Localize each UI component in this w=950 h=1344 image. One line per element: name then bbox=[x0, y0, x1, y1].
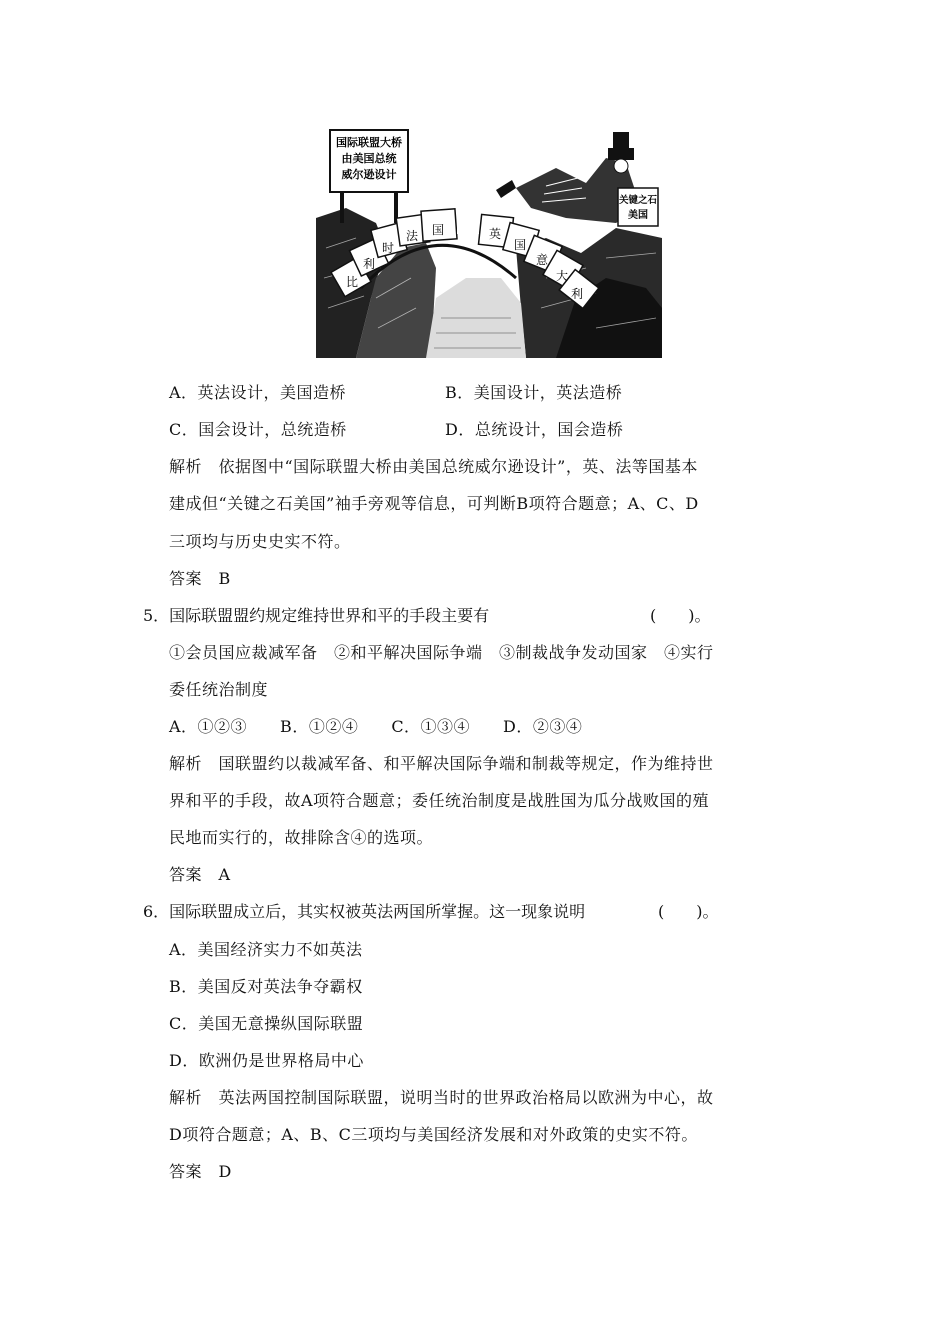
q6-option-d: D．欧洲仍是世界格局中心 bbox=[169, 1051, 364, 1070]
q5-analysis-line-1: 解析 国联盟约以裁减军备、和平解决国际争端和制裁等规定，作为维持世 bbox=[169, 754, 714, 773]
stone-right-2: 国 bbox=[514, 238, 527, 252]
q4-option-a: A．英法设计，美国造桥 bbox=[169, 383, 347, 402]
q6-option-c: C．美国无意操纵国际联盟 bbox=[169, 1014, 364, 1033]
q5-items-line-2: 委任统治制度 bbox=[169, 680, 269, 699]
q6-option-b: B．美国反对英法争夺霸权 bbox=[169, 977, 363, 996]
sign-line-2: 由美国总统 bbox=[341, 152, 397, 165]
q5-answer: 答案 A bbox=[169, 865, 231, 884]
stone-right-4: 大 bbox=[556, 269, 569, 283]
q5-items-line-1: ①会员国应裁减军备 ②和平解决国际争端 ③制裁战争发动国家 ④实行 bbox=[169, 643, 714, 662]
league-bridge-cartoon bbox=[316, 128, 662, 358]
q6-answer: 答案 D bbox=[169, 1162, 232, 1181]
q5-analysis-line-2: 界和平的手段，故A项符合题意；委任统治制度是战胜国为瓜分战败国的殖 bbox=[169, 791, 710, 810]
stone-left-2: 利 bbox=[363, 257, 376, 271]
q6-option-a: A．美国经济实力不如英法 bbox=[169, 940, 363, 959]
stone-left-5: 国 bbox=[432, 223, 445, 237]
q4-analysis-line-2: 建成但“关键之石美国”袖手旁观等信息，可判断B项符合题意；A、C、D bbox=[169, 494, 699, 513]
q6-analysis-line-2: D项符合题意；A、B、C三项均与美国经济发展和对外政策的史实不符。 bbox=[169, 1125, 698, 1144]
q4-answer: 答案 B bbox=[169, 569, 231, 588]
q5-analysis-line-3: 民地而实行的，故排除含④的选项。 bbox=[169, 828, 434, 847]
q6-analysis-line-1: 解析 英法两国控制国际联盟，说明当时的世界政治格局以欧洲为中心，故 bbox=[169, 1088, 714, 1107]
keystone-line-1: 关键之石 bbox=[618, 195, 658, 206]
stone-left-1: 比 bbox=[346, 275, 359, 289]
stone-left-4: 法 bbox=[406, 229, 419, 243]
stone-right-1: 英 bbox=[489, 227, 502, 241]
stone-right-3: 意 bbox=[536, 253, 549, 267]
stone-left-3: 时 bbox=[382, 241, 395, 255]
q5-answer-paren: ( )。 bbox=[650, 606, 711, 625]
q5-stem: 5．国际联盟盟约规定维持世界和平的手段主要有 bbox=[143, 606, 490, 625]
q4-option-d: D．总统设计，国会造桥 bbox=[445, 420, 624, 439]
stone-right-5: 利 bbox=[571, 287, 584, 301]
keystone-line-2: 美国 bbox=[628, 210, 648, 221]
q5-options: A．①②③ B．①②④ C．①③④ D．②③④ bbox=[169, 717, 583, 736]
q4-option-b: B．美国设计，英法造桥 bbox=[445, 383, 623, 402]
sign-line-1: 国际联盟大桥 bbox=[336, 136, 402, 149]
q4-analysis-line-3: 三项均与历史史实不符。 bbox=[169, 532, 351, 551]
q6-answer-paren: ( )。 bbox=[658, 902, 719, 921]
q6-stem: 6．国际联盟成立后，其实权被英法两国所掌握。这一现象说明 bbox=[143, 902, 586, 921]
q4-analysis-line-1: 解析 依据图中“国际联盟大桥由美国总统威尔逊设计”，英、法等国基本 bbox=[169, 457, 698, 476]
sign-line-3: 威尔逊设计 bbox=[341, 168, 397, 181]
q4-option-c: C．国会设计，总统造桥 bbox=[169, 420, 347, 439]
